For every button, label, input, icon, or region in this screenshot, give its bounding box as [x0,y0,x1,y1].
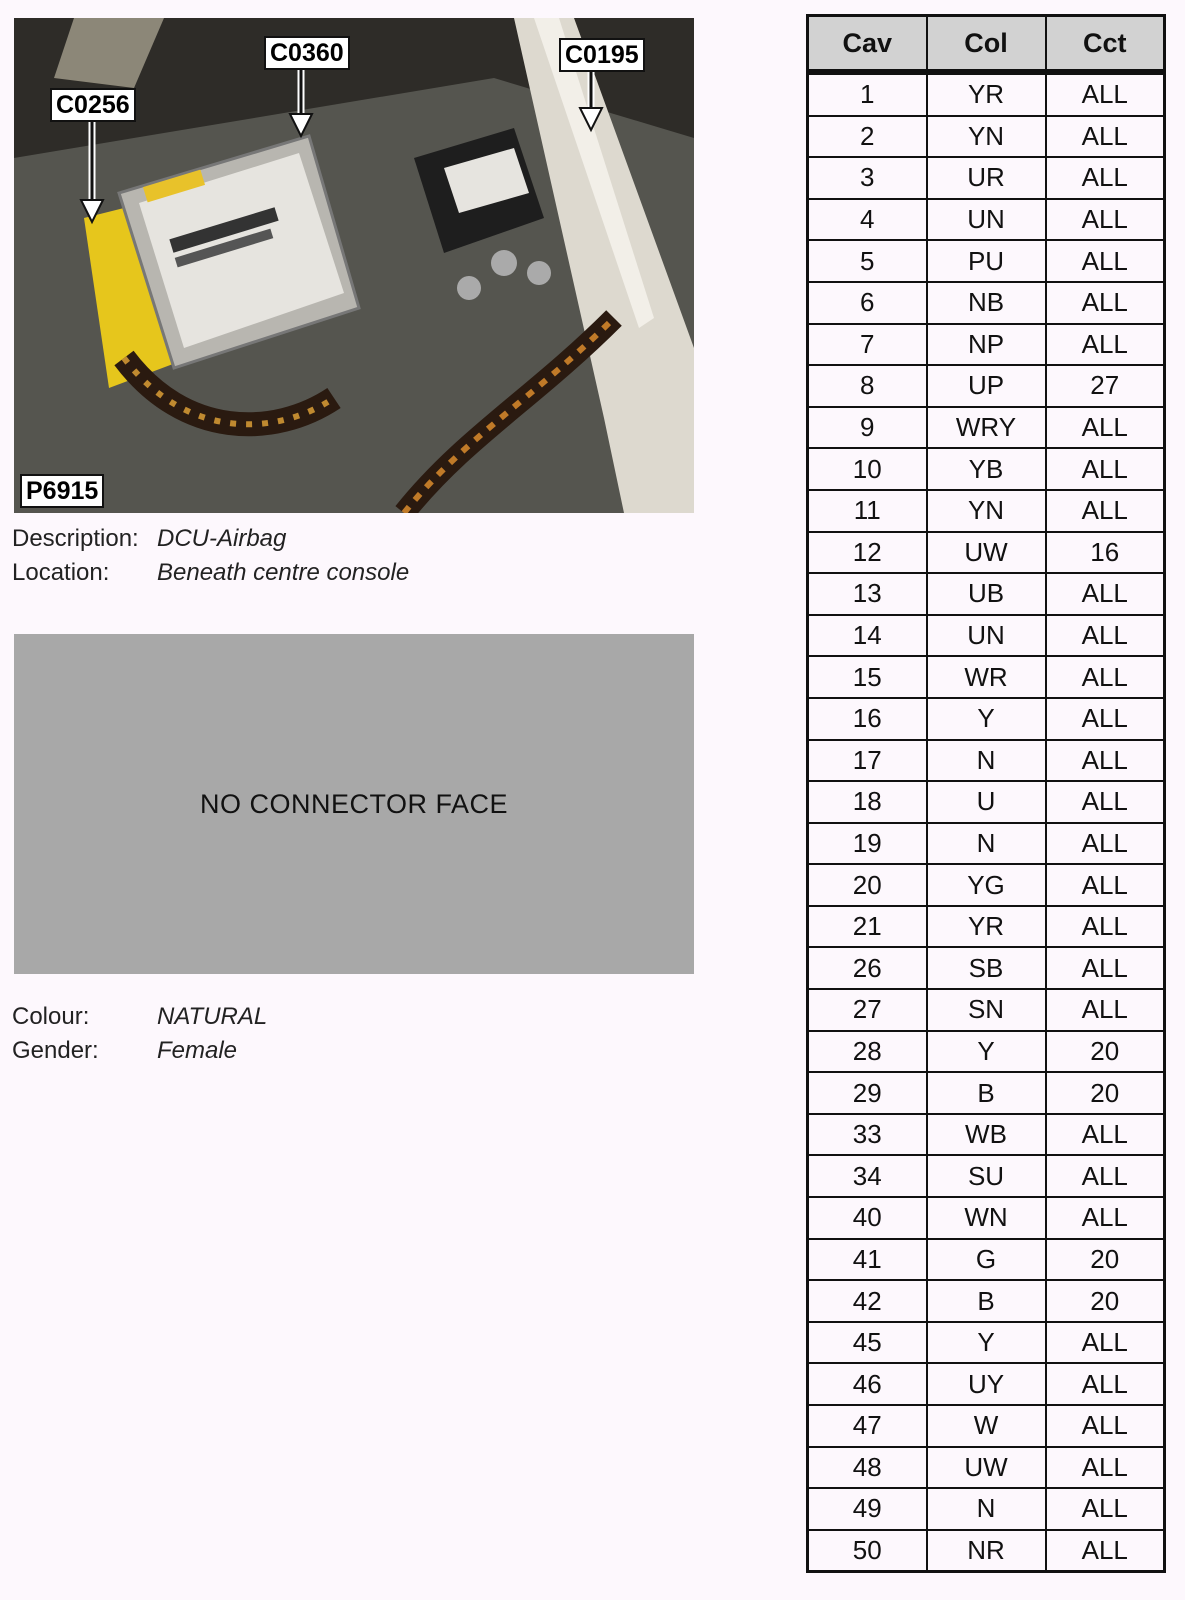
cell-col: N [927,1488,1046,1530]
header-cct: Cct [1046,16,1165,73]
cell-col: UW [927,1447,1046,1489]
table-row [808,573,1165,615]
cell-cct: 16 [1046,532,1165,574]
cell-cct: ALL [1046,698,1165,740]
connector-info [12,1000,267,1068]
cell-cav: 40 [808,1197,927,1239]
cell-cct: ALL [1046,282,1165,324]
table-row [808,490,1165,532]
cell-cav: 21 [808,906,927,948]
cell-col: B [927,1280,1046,1322]
cell-cct: ALL [1046,1447,1165,1489]
cell-cav: 34 [808,1155,927,1197]
table-row [808,781,1165,823]
colour-label: Colour: [12,1003,90,1030]
table-row [808,1072,1165,1114]
table-row [808,1280,1165,1322]
cell-cct: ALL [1046,573,1165,615]
cell-cct: ALL [1046,906,1165,948]
table-row [808,947,1165,989]
cell-col: PU [927,240,1046,282]
cell-cct: ALL [1046,989,1165,1031]
table-row [808,989,1165,1031]
table-row [808,282,1165,324]
cell-col: N [927,740,1046,782]
cell-col: Y [927,1322,1046,1364]
table-row [808,1155,1165,1197]
table-row [808,1488,1165,1530]
cell-col: SU [927,1155,1046,1197]
cell-cct: ALL [1046,864,1165,906]
cell-cav: 42 [808,1280,927,1322]
cell-col: UW [927,532,1046,574]
description-value: DCU-Airbag [157,525,287,552]
cell-col: Y [927,1031,1046,1073]
table-row [808,1447,1165,1489]
cell-col: NR [927,1530,1046,1572]
cell-col: W [927,1405,1046,1447]
cell-col: YR [927,906,1046,948]
cell-cct: ALL [1046,157,1165,199]
cell-cav: 6 [808,282,927,324]
cell-cav: 10 [808,448,927,490]
cell-cav: 14 [808,615,927,657]
header-cav: Cav [808,16,927,73]
connector-face-text: NO CONNECTOR FACE [199,788,509,819]
cell-col: YR [927,72,1046,116]
cell-cct: 27 [1046,365,1165,407]
cell-cct: ALL [1046,1322,1165,1364]
cell-col: UP [927,365,1046,407]
connector-face-placeholder [14,634,694,974]
cell-col: UB [927,573,1046,615]
cell-cav: 20 [808,864,927,906]
cell-col: UN [927,199,1046,241]
colour-row [12,1000,267,1034]
table-row [808,72,1165,116]
cell-cav: 17 [808,740,927,782]
cell-col: UN [927,615,1046,657]
gender-label: Gender: [12,1037,99,1064]
table-row [808,324,1165,366]
gender-row [12,1034,267,1068]
cell-cav: 48 [808,1447,927,1489]
cell-cav: 13 [808,573,927,615]
cell-cct: ALL [1046,1488,1165,1530]
table-row [808,448,1165,490]
table-row [808,1114,1165,1156]
table-row [808,1363,1165,1405]
table-row [808,823,1165,865]
callout-c0195: C0195 [559,38,645,72]
description-label: Description: [12,525,139,552]
cell-cav: 9 [808,407,927,449]
cell-cav: 26 [808,947,927,989]
cell-col: SB [927,947,1046,989]
cell-col: G [927,1239,1046,1281]
cell-col: WB [927,1114,1046,1156]
component-info [12,522,409,590]
cell-cav: 8 [808,365,927,407]
table-row [808,532,1165,574]
pin-table-body [808,72,1165,1572]
cell-col: WN [927,1197,1046,1239]
cell-cct: ALL [1046,1363,1165,1405]
cell-cct: 20 [1046,1072,1165,1114]
table-row [808,407,1165,449]
cell-cav: 2 [808,116,927,158]
cell-cct: ALL [1046,407,1165,449]
cell-cct: 20 [1046,1031,1165,1073]
cell-cav: 41 [808,1239,927,1281]
table-row [808,864,1165,906]
cell-col: N [927,823,1046,865]
cell-col: WRY [927,407,1046,449]
component-photo [14,18,694,513]
cell-cct: ALL [1046,199,1165,241]
cell-cct: ALL [1046,490,1165,532]
cell-col: U [927,781,1046,823]
cell-col: B [927,1072,1046,1114]
table-row [808,116,1165,158]
cell-cav: 15 [808,656,927,698]
cell-col: NP [927,324,1046,366]
cell-col: SN [927,989,1046,1031]
cell-cct: ALL [1046,1197,1165,1239]
cell-cct: ALL [1046,656,1165,698]
cell-col: YN [927,116,1046,158]
table-row [808,1239,1165,1281]
cell-cav: 27 [808,989,927,1031]
location-value: Beneath centre console [157,559,410,586]
table-row [808,199,1165,241]
cell-cav: 29 [808,1072,927,1114]
table-row [808,1405,1165,1447]
table-row [808,157,1165,199]
cell-cav: 1 [808,72,927,116]
cell-col: YG [927,864,1046,906]
cell-cct: ALL [1046,1114,1165,1156]
colour-value: NATURAL [157,1003,268,1030]
cell-col: NB [927,282,1046,324]
cell-cav: 11 [808,490,927,532]
cell-cct: ALL [1046,1405,1165,1447]
table-row [808,365,1165,407]
cell-cav: 3 [808,157,927,199]
cell-cct: ALL [1046,740,1165,782]
cell-cav: 28 [808,1031,927,1073]
cell-col: Y [927,698,1046,740]
cell-cct: ALL [1046,781,1165,823]
cell-cct: ALL [1046,823,1165,865]
cell-col: WR [927,656,1046,698]
table-row [808,656,1165,698]
location-row [12,556,409,590]
gender-value: Female [157,1037,238,1064]
cell-cav: 49 [808,1488,927,1530]
cell-col: UY [927,1363,1046,1405]
cell-cct: 20 [1046,1239,1165,1281]
cell-col: UR [927,157,1046,199]
table-row [808,615,1165,657]
cell-cct: ALL [1046,72,1165,116]
cell-col: YN [927,490,1046,532]
table-row [808,1322,1165,1364]
pin-table [806,14,1166,1573]
cell-cct: ALL [1046,1155,1165,1197]
header-col: Col [927,16,1046,73]
cell-cct: ALL [1046,116,1165,158]
cell-cav: 19 [808,823,927,865]
table-row [808,740,1165,782]
cell-col: YB [927,448,1046,490]
cell-cct: ALL [1046,615,1165,657]
cell-cav: 46 [808,1363,927,1405]
cell-cav: 45 [808,1322,927,1364]
table-row [808,240,1165,282]
cell-cav: 4 [808,199,927,241]
callout-c0256: C0256 [50,88,136,122]
location-label: Location: [12,559,110,586]
cell-cav: 50 [808,1530,927,1572]
cell-cct: ALL [1046,240,1165,282]
table-row [808,1530,1165,1572]
callout-c0360: C0360 [264,36,350,70]
cell-cav: 5 [808,240,927,282]
photo-reference-label: P6915 [20,474,104,508]
table-row [808,906,1165,948]
cell-cct: 20 [1046,1280,1165,1322]
cell-cav: 33 [808,1114,927,1156]
cell-cav: 16 [808,698,927,740]
cell-cct: ALL [1046,324,1165,366]
cell-cct: ALL [1046,947,1165,989]
table-row [808,698,1165,740]
description-row [12,522,409,556]
cell-cav: 7 [808,324,927,366]
table-row [808,1197,1165,1239]
cell-cav: 12 [808,532,927,574]
cell-cct: ALL [1046,448,1165,490]
cell-cav: 18 [808,781,927,823]
cell-cav: 47 [808,1405,927,1447]
cell-cct: ALL [1046,1530,1165,1572]
pin-table-header [808,16,1165,73]
table-row [808,1031,1165,1073]
